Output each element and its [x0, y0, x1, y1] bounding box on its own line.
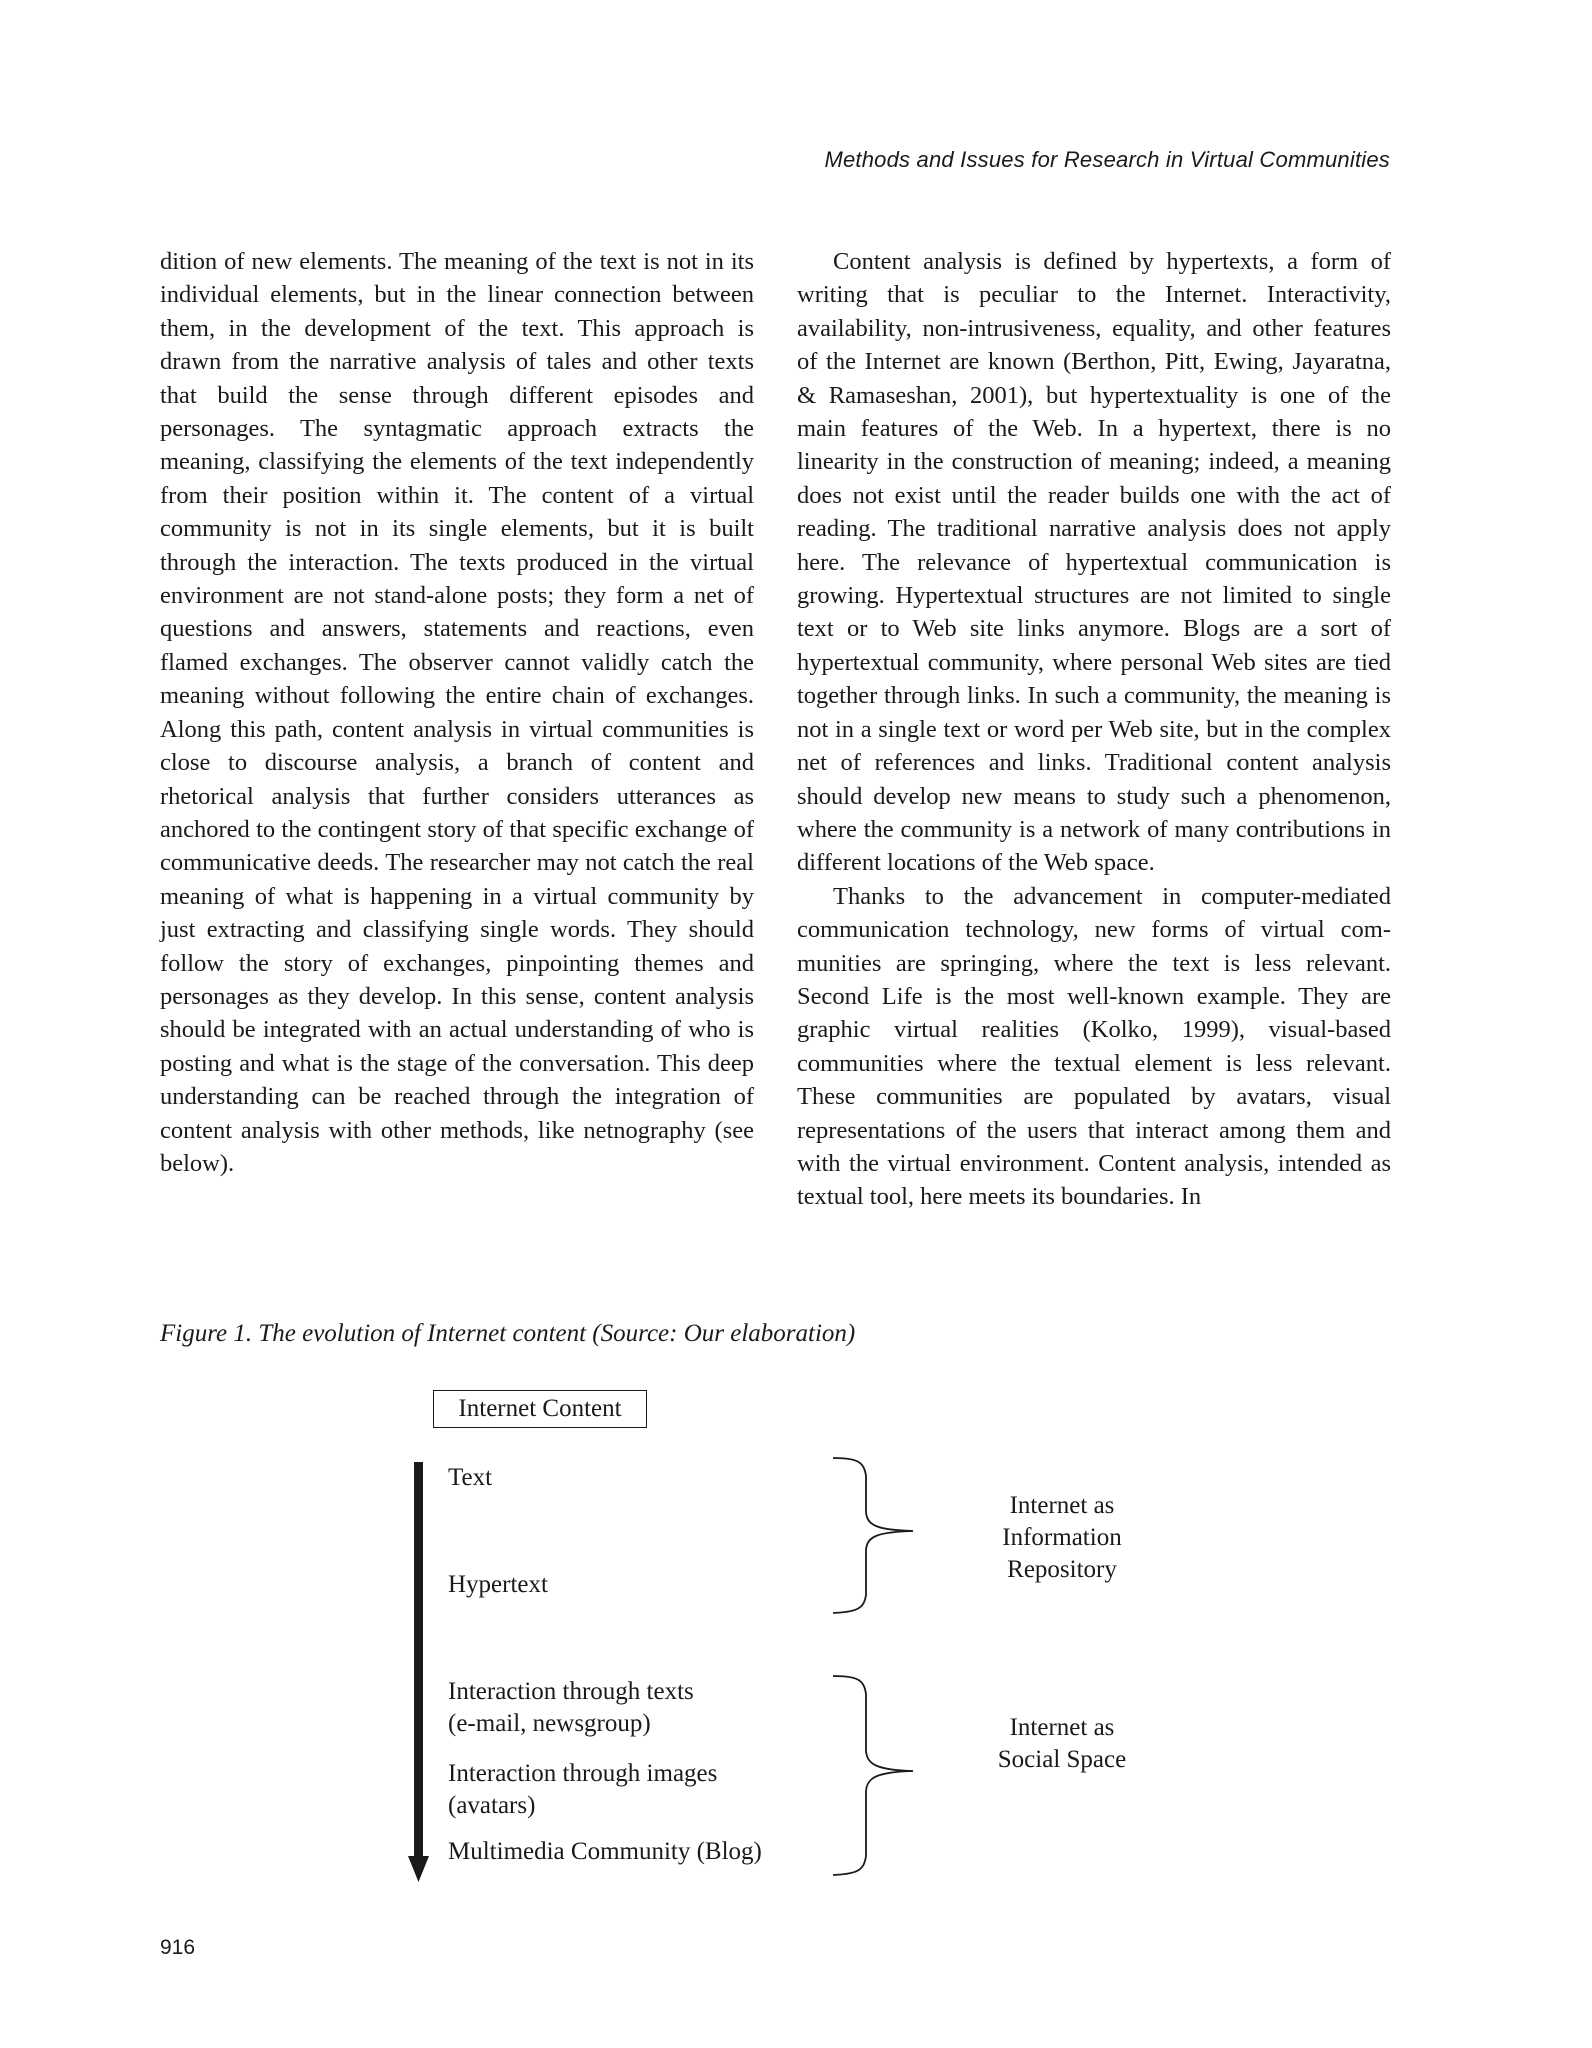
item-hypertext: Hypertext — [448, 1571, 548, 1598]
figure-caption: Figure 1. The evolution of Internet content (Source: Our elaboration) — [160, 1320, 856, 1347]
group-label-line: Information — [1002, 1524, 1122, 1551]
group-label-line: Social Space — [997, 1746, 1127, 1773]
group-label-line: Repository — [1007, 1556, 1117, 1583]
running-head: Methods and Issues for Research in Virtual Communities — [824, 147, 1390, 172]
item-interaction-texts-detail: (e-mail, newsgroup) — [448, 1710, 651, 1737]
item-interaction-images-detail: (avatars) — [448, 1792, 536, 1819]
item-text: Text — [448, 1464, 493, 1491]
group-label-line: Internet as — [1009, 1714, 1115, 1741]
item-interaction-images: Interaction through images — [448, 1760, 718, 1787]
right-column — [797, 245, 1391, 1214]
curly-brace-information-repository — [833, 1458, 913, 1613]
left-column — [160, 245, 754, 1180]
curly-brace-social-space — [833, 1676, 913, 1875]
page-number: 916 — [160, 1936, 196, 1959]
group-social-space — [952, 1712, 1172, 1776]
group-label-line: Internet as — [1009, 1492, 1115, 1519]
internet-content-box: Internet Content — [433, 1390, 647, 1428]
right-paragraph-1: Content analysis is defined by hypertexts, a form of writing that is peculiar to the Internet. Interactivity, availability, non-intrusiveness, equality, and other features of the Internet are known (Berthon, Pitt, Ewing, Jayaratna, & Ramaseshan, 2001), but hypertextuality is one of the main features of the Web. In a hypertext, there is no linearity in the construction of meaning; indeed, a meaning does not exist until the reader builds one with the act of reading. The traditional narrative analysis does not apply here. The relevance of hypertextual communication is growing. Hypertextual structures are not limited to single text or to Web site links anymore. Blogs are a sort of hypertextual community, where personal Web sites are tied together through links. In such a community, the meaning is not in a single text or word per Web site, but in the complex net of references and links. Traditional content analysis should develop new means to study such a phenomenon, where the community is a network of many contributions in different locations of the Web space. — [797, 248, 1391, 877]
left-paragraph: dition of new elements. The meaning of the text is not in its individual elements, but in the linear connection between them, in the development of the text. This approach is drawn from the narrative analysis of tales and other texts that build the sense through different episodes and personages. The syntagmatic approach extracts the meaning, classifying the elements of the text independently from their position within it. The content of a virtual community is not in its single elements, but it is built through the interaction. The texts produced in the virtual environment are not stand-alone posts; they form a net of questions and answers, statements and reactions, even flamed exchanges. The observer cannot validly catch the meaning without following the entire chain of exchanges. Along this path, content analysis in virtual communities is close to discourse analysis, a branch of content and rhetorical analysis that further considers utterances as anchored to the contingent story of that specific exchange of communicative deeds. The researcher may not catch the real meaning of what is happening in a virtual community by just extracting and classifying single words. They should follow the story of exchanges, pinpointing themes and personages as they develop. In this sense, content analysis should be integrated with an actual understanding of who is posting and what is the stage of the conversation. This deep understanding can be reached through the integration of content analysis with other methods, like netnography (see below). — [160, 248, 754, 1177]
timeline-arrow-head — [408, 1856, 429, 1882]
right-paragraph-2: Thanks to the advancement in computer-mediated communication technology, new forms of virtual communities are springing, where the text is less relevant. Second Life is the most well-known example. They are graphic virtual realities (Kolko, 1999), visual-based communities where the textual element is less relevant. These communities are populated by avatars, visual representations of the users that interact among them and with the virtual environment. Content analysis, intended as textual tool, here meets its boundaries. In — [797, 882, 1391, 1211]
item-multimedia-community: Multimedia Community (Blog) — [448, 1838, 762, 1865]
item-interaction-texts: Interaction through texts — [448, 1678, 694, 1705]
timeline-arrow-shaft — [414, 1462, 423, 1859]
group-information-repository — [952, 1490, 1172, 1586]
